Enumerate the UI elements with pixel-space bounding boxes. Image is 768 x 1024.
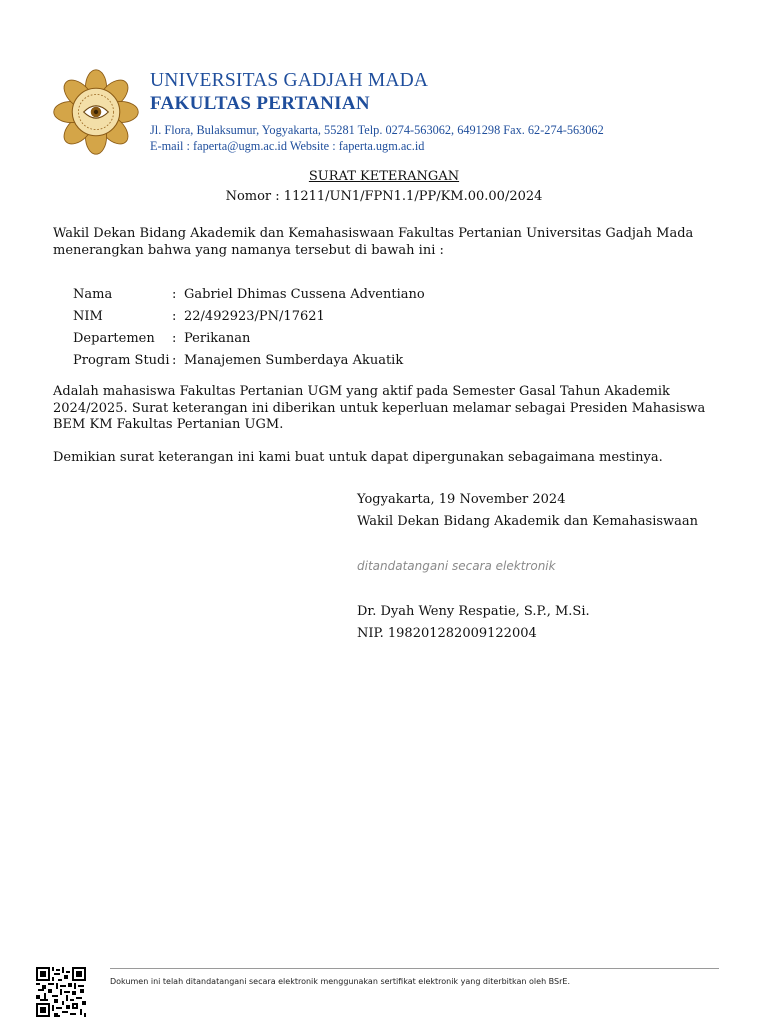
field-separator: : (172, 308, 177, 324)
field-label: NIM (73, 308, 103, 324)
signer-position: Wakil Dekan Bidang Akademik dan Kemahasiswaan (357, 514, 699, 529)
digital-signature-note: ditandatangani secara elektronik (357, 559, 556, 573)
field-row-nim (73, 305, 425, 327)
signature-block (357, 489, 698, 645)
field-value: Perikanan (184, 330, 251, 346)
address-line: Jl. Flora, Bulaksumur, Yogyakarta, 55281 Telp. 0274-563062, 6491298 Fax. 62-274-563062 (150, 123, 604, 137)
field-label: Nama (73, 286, 113, 302)
university-name: UNIVERSITAS GADJAH MADA (150, 70, 429, 91)
letter-title: SURAT KETERANGAN (308, 169, 460, 184)
field-label: Departemen (73, 330, 155, 346)
signer-name: Dr. Dyah Weny Respatie, S.P., M.Si. (357, 604, 590, 619)
place-date: Yogyakarta, 19 November 2024 (357, 492, 566, 507)
field-row-name (73, 283, 425, 305)
field-value: Manajemen Sumberdaya Akuatik (184, 352, 404, 368)
body-paragraph: Adalah mahasiswa Fakultas Pertanian UGM yang aktif pada Semester Gasal Tahun Akademik 2024/2025. Surat keterangan ini diberikan untuk keperluan melamar sebagai Presiden Mahasiswa BEM KM Fakultas Pertanian UGM. (53, 384, 706, 432)
field-value: 22/492923/PN/17621 (184, 308, 325, 324)
field-row-department (73, 327, 425, 349)
letter-number: Nomor : 11211/UN1/FPN1.1/PP/KM.00.00/2024 (225, 189, 543, 204)
field-separator: : (172, 286, 177, 302)
letterhead (150, 70, 604, 154)
student-details (73, 283, 425, 371)
field-row-study-program (73, 349, 425, 371)
intro-paragraph: Wakil Dekan Bidang Akademik dan Kemahasiswaan Fakultas Pertanian Universitas Gadjah Mada menerangkan bahwa yang namanya tersebut di bawah ini : (53, 226, 694, 258)
contact-line: E-mail : faperta@ugm.ac.id Website : faperta.ugm.ac.id (150, 138, 425, 153)
qr-code-icon (36, 967, 86, 1017)
signer-nip: NIP. 198201282009122004 (357, 626, 537, 641)
ugm-logo-icon (52, 68, 140, 156)
faculty-name: FAKULTAS PERTANIAN (150, 93, 370, 114)
footer-note: Dokumen ini telah ditandatangani secara elektronik menggunakan sertifikat elektronik yang diterbitkan oleh BSrE. (110, 977, 570, 986)
field-value: Gabriel Dhimas Cussena Adventiano (184, 286, 425, 302)
field-separator: : (172, 330, 177, 346)
field-separator: : (172, 352, 177, 368)
closing-paragraph: Demikian surat keterangan ini kami buat untuk dapat dipergunakan sebagaimana mestinya. (53, 450, 663, 465)
footer-divider (110, 968, 719, 969)
field-label: Program Studi (73, 352, 170, 368)
